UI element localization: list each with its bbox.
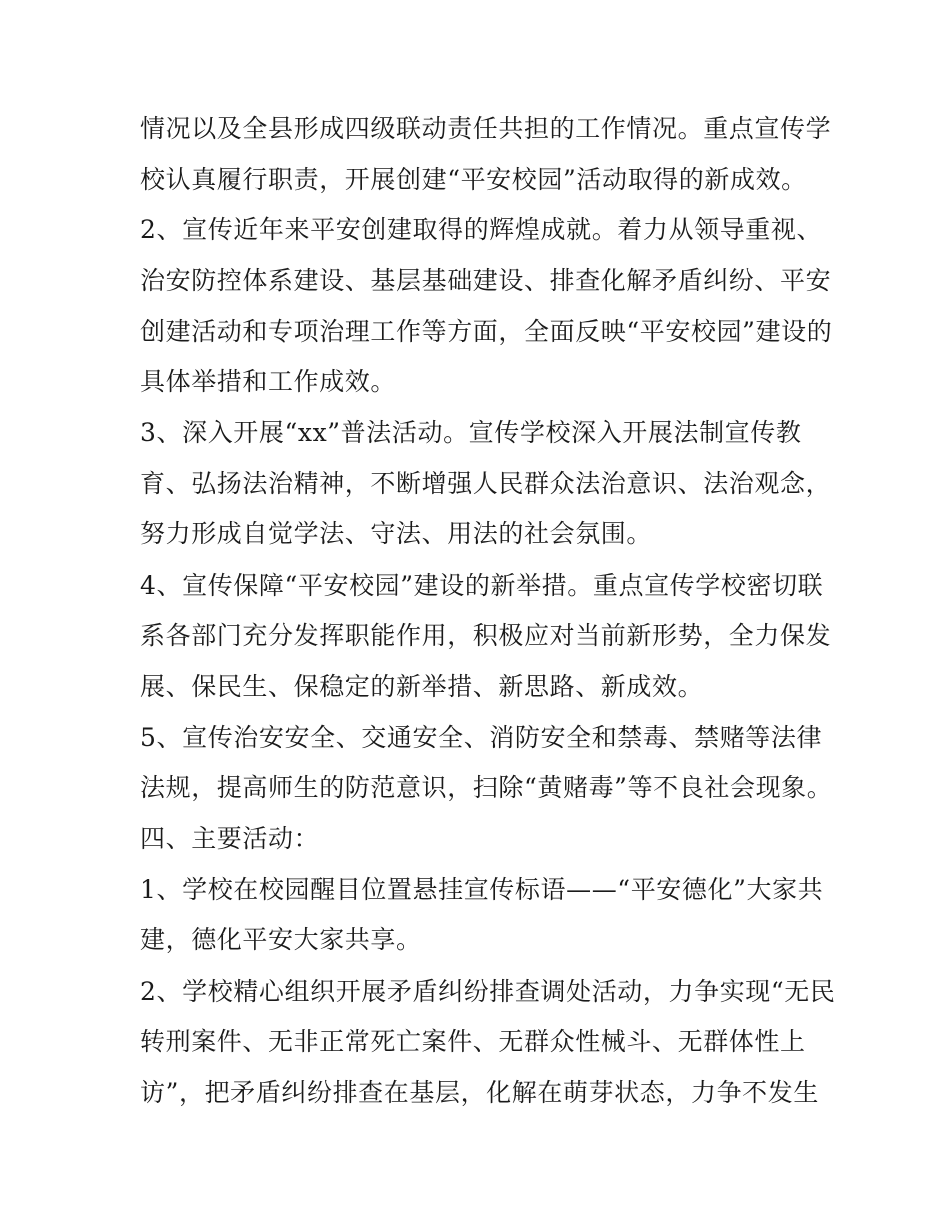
- text-line: 2、学校精心组织开展矛盾纠纷排查调处活动，力争实现“无民: [140, 977, 836, 1006]
- text-line: 5、宣传治安安全、交通安全、消防安全和禁毒、禁赌等法律: [140, 723, 823, 752]
- text-line: 情况以及全县形成四级联动责任共担的工作情况。重点宣传学: [140, 114, 832, 143]
- text-line: 访”，把矛盾纠纷排查在基层，化解在萌芽状态，力争不发生: [140, 1078, 819, 1107]
- text-line: 建，德化平安大家共享。: [140, 925, 422, 954]
- text-line: 1、学校在校园醒目位置悬挂宣传标语——“平安德化”大家共: [140, 875, 824, 904]
- text-line: 系各部门充分发挥职能作用，积极应对当前新形势，全力保发: [140, 621, 832, 650]
- text-line: 努力形成自觉学法、守法、用法的社会氛围。: [140, 519, 653, 548]
- text-line: 治安防控体系建设、基层基础建设、排查化解矛盾纠纷、平安: [140, 266, 832, 295]
- text-line: 4、宣传保障“平安校园”建设的新举措。重点宣传学校密切联: [140, 571, 824, 600]
- text-line: 2、宣传近年来平安创建取得的辉煌成就。着力从领导重视、: [140, 215, 823, 244]
- section-heading: 四、主要活动：: [140, 824, 320, 853]
- text-line: 校认真履行职责，开展创建“平安校园”活动取得的新成效。: [140, 165, 807, 194]
- text-line: 3、深入开展“xx”普法活动。宣传学校深入开展法制宣传教: [140, 418, 802, 447]
- text-line: 转刑案件、无非正常死亡案件、无群众性械斗、无群体性上: [140, 1027, 806, 1056]
- text-line: 育、弘扬法治精神，不断增强人民群众法治意识、法治观念，: [140, 469, 832, 498]
- text-line: 展、保民生、保稳定的新举措、新思路、新成效。: [140, 672, 704, 701]
- text-line: 创建活动和专项治理工作等方面，全面反映“平安校园”建设的: [140, 317, 833, 346]
- text-line: 具体举措和工作成效。: [140, 367, 397, 396]
- text-line: 法规，提高师生的防范意识，扫除“黄赌毒”等不良社会现象。: [140, 773, 833, 802]
